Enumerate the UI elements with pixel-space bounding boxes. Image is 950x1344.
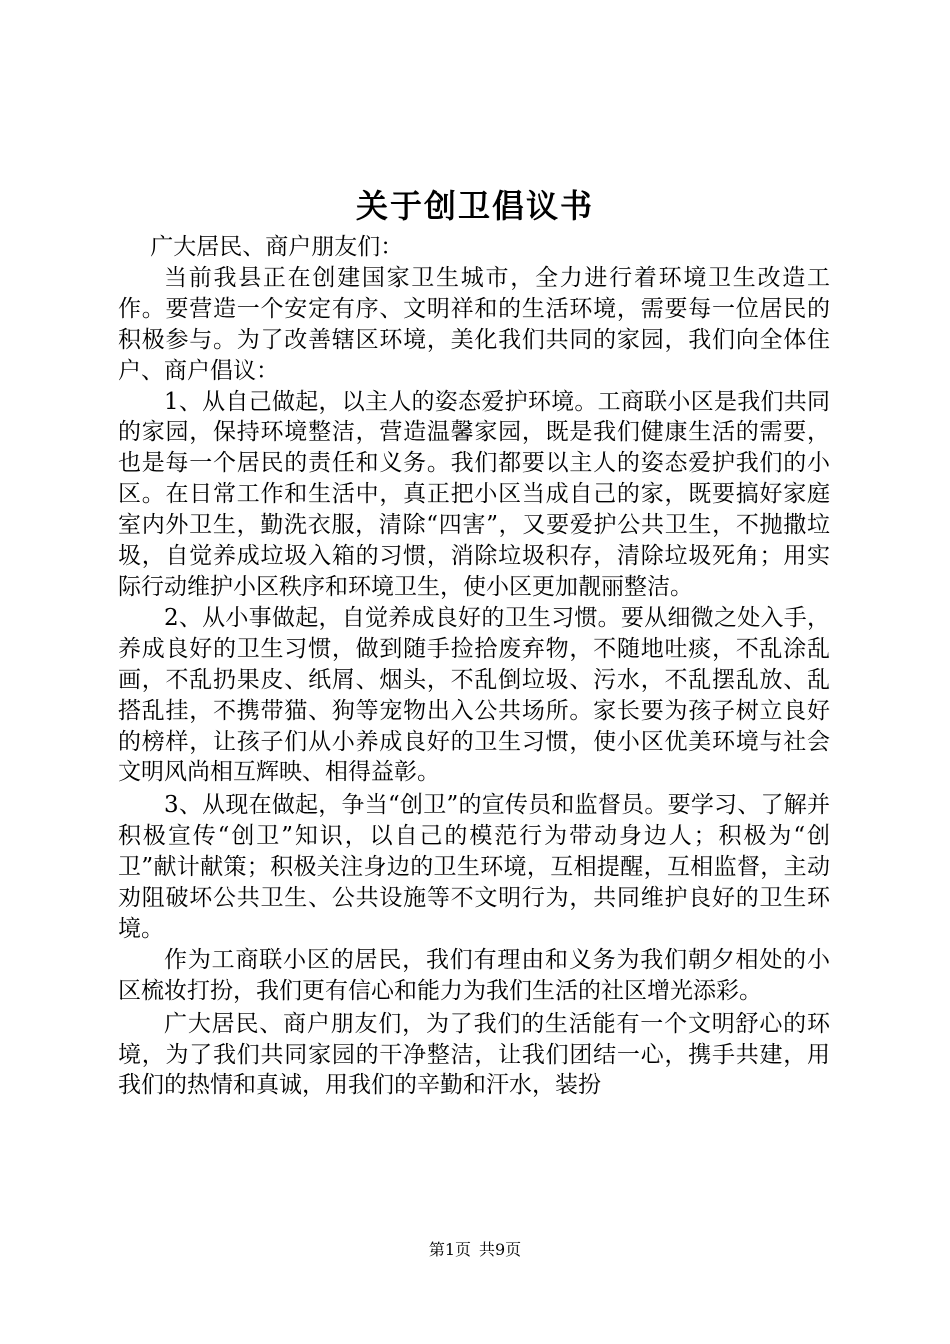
document-body (118, 232, 830, 1101)
paragraph-intro: 当前我县正在创建国家卫生城市，全力进行着环境卫生改造工作。要营造一个安定有序、文明祥和的生活环境，需要每一位居民的积极参与。为了改善辖区环境，美化我们共同的家园，我们向全体住户、商户倡议： (118, 264, 830, 384)
paragraph-point-2: 2、从小事做起，自觉养成良好的卫生习惯。要从细微之处入手，养成良好的卫生习惯，做到随手捡拾废弃物，不随地吐痰，不乱涂乱画，不乱扔果皮、纸屑、烟头，不乱倒垃圾、污水，不乱摆乱放、乱搭乱挂，不携带猫、狗等宠物出入公共场所。家长要为孩子树立良好的榜样，让孩子们从小养成良好的卫生习惯，使小区优美环境与社会文明风尚相互辉映、相得益彰。 (118, 604, 830, 786)
salutation: 广大居民、商户朋友们： (150, 234, 404, 260)
paragraph-closing: 广大居民、商户朋友们，为了我们的生活能有一个文明舒心的环境，为了我们共同家园的干净整洁，让我们团结一心，携手共建，用我们的热情和真诚，用我们的辛勤和汗水，装扮 (118, 1010, 830, 1099)
page-number-total: 共9页 (479, 1240, 522, 1259)
paragraph-residents: 作为工商联小区的居民，我们有理由和义务为我们朝夕相处的小区梳妆打扮，我们更有信心和能力为我们生活的社区增光添彩。 (118, 946, 830, 1004)
page-footer (0, 1239, 950, 1261)
document-title: 关于创卫倡议书 (355, 187, 594, 225)
paragraph-point-3: 3、从现在做起，争当“创卫”的宣传员和监督员。要学习、了解并积极宣传“创卫”知识，以自己的模范行为带动身边人；积极为“创卫”献计献策；积极关注身边的卫生环境，互相提醒，互相监督，主动劝阻破坏公共卫生、公共设施等不文明行为，共同维护良好的卫生环境。 (118, 792, 830, 942)
paragraph-point-1: 1、从自己做起，以主人的姿态爱护环境。工商联小区是我们共同的家园，保持环境整洁，营造温馨家园，既是我们健康生活的需要，也是每一个居民的责任和义务。我们都要以主人的姿态爱护我们的小区。在日常工作和生活中，真正把小区当成自己的家，既要搞好家庭室内外卫生，勤洗衣服，清除“四害”，又要爱护公共卫生，不抛撒垃圾，自觉养成垃圾入箱的习惯，消除垃圾积存，清除垃圾死角；用实际行动维护小区秩序和环境卫生，使小区更加靓丽整洁。 (118, 388, 830, 600)
page-number-current: 第1页 (428, 1240, 471, 1259)
